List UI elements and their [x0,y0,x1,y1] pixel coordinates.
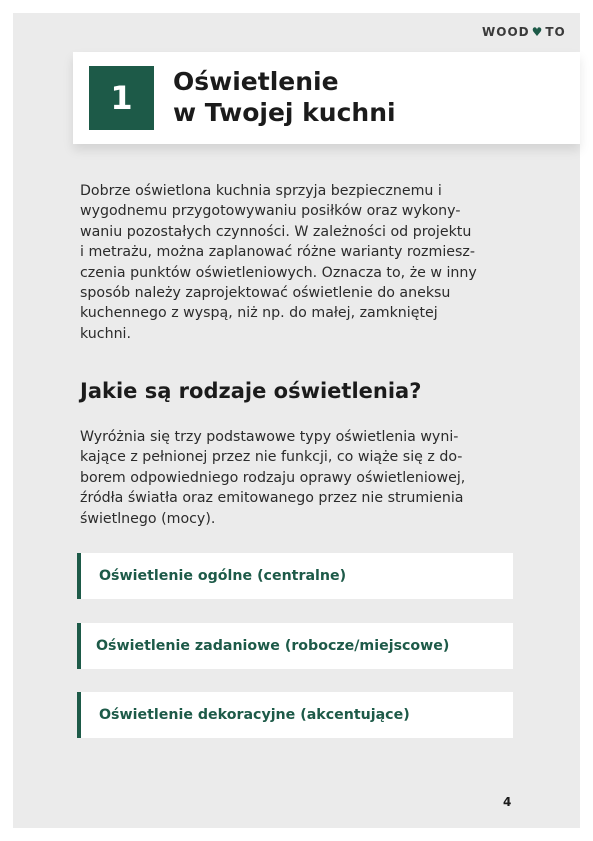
intro-line: Dobrze oświetlona kuchnia sprzyja bezpiecznemu i [80,183,442,199]
intro-line: kuchennego z wyspą, niż np. do małej, zamkniętej [80,305,438,322]
brand-logo [482,25,566,39]
intro-line: kuchni. [80,325,132,342]
types-line: borem odpowiedniego rodzaju oprawy oświetleniowej, [80,469,466,486]
lighting-type-task [77,623,513,669]
intro-paragraph [80,181,520,344]
section-title [173,66,396,128]
section-number: 1 [89,66,154,130]
types-line: źródła światła oraz emitowanego przez nie strumienia [80,490,464,507]
lighting-type-label: Oświetlenie zadaniowe (robocze/miejscowe) [96,638,450,654]
lighting-type-decorative [77,692,513,738]
lighting-type-label: Oświetlenie dekoracyjne (akcentujące) [99,707,410,723]
intro-line: sposób należy zaprojektować oświetlenie do aneksu [80,285,451,302]
brand-logo-left: WOOD [482,25,530,39]
types-line: Wyróżnia się trzy podstawowe typy oświetlenia wyni- [80,429,459,445]
types-line: kające z pełnionej przez nie funkcji, co wiąże się z do- [80,449,463,466]
section-title-line: w Twojej kuchni [173,98,396,127]
types-paragraph [80,427,520,529]
section-header-card [73,52,580,144]
section-title-line: Oświetlenie [173,67,339,96]
subsection-heading: Jakie są rodzaje oświetlenia? [80,379,422,403]
intro-line: wygodnemu przygotowywaniu posiłków oraz wykony- [80,203,461,220]
intro-line: i metrażu, można zaplanować różne warianty rozmiesz- [80,244,475,261]
lighting-type-general [77,553,513,599]
types-line: świetlnego (mocy). [80,510,216,527]
heart-icon: ♥ [531,25,544,39]
brand-logo-right: TO [545,25,566,39]
page-number: 4 [503,795,512,809]
intro-line: czenia punktów oświetleniowych. Oznacza to, że w inny [80,264,477,281]
lighting-type-label: Oświetlenie ogólne (centralne) [99,568,347,584]
intro-line: waniu pozostałych czynności. W zależności od projektu [80,223,472,240]
